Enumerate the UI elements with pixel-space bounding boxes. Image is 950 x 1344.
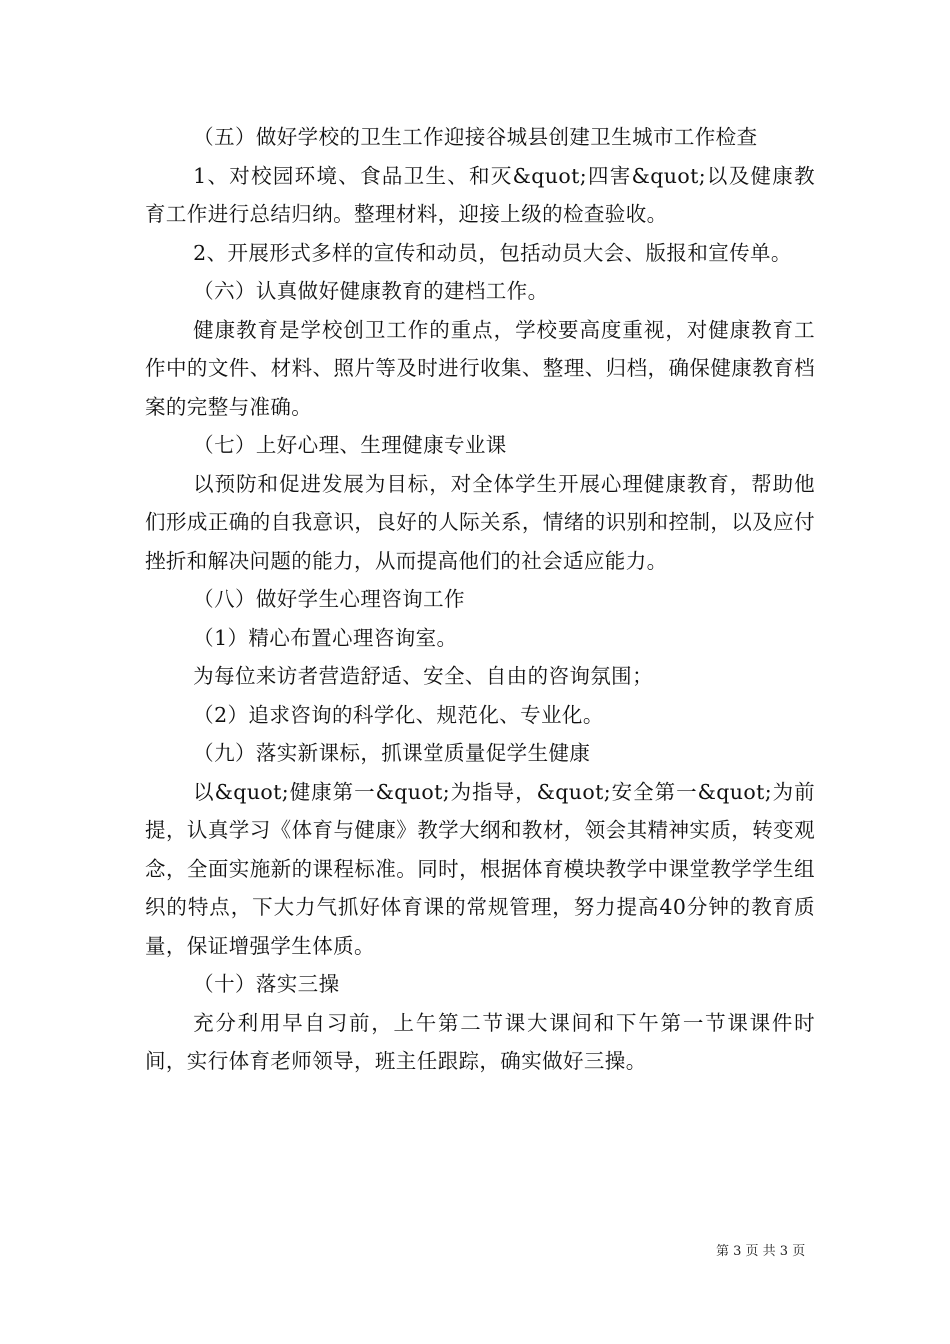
paragraph-7: 以预防和促进发展为目标，对全体学生开展心理健康教育，帮助他们形成正确的自我意识，良好的人际关系，情绪的识别和控制，以及应付挫折和解决问题的能力，从而提高他们的社会适应能力。 xyxy=(145,471,815,573)
paragraph-10: 充分利用早自习前，上午第二节课大课间和下午第一节课课件时间，实行体育老师领导，班主任跟踪，确实做好三操。 xyxy=(145,1010,815,1073)
section-heading-5: （五）做好学校的卫生工作迎接谷城县创建卫生城市工作检查 xyxy=(193,125,758,149)
paragraph-9: 以&quot;健康第一&quot;为指导，&quot;安全第一&quot;为前提，认真学习《体育与健康》教学大纲和教材，领会其精神实质，转变观念，全面实施新的课程标准。同时，根据体育模块教学中课堂教学学生组织的特点，下大力气抓好体育课的常规管理，努力提高40分钟的教育质量，保证增强学生体质。 xyxy=(145,779,815,958)
section-heading-8: （八）做好学生心理咨询工作 xyxy=(193,587,465,611)
paragraph-5-1: 1、对校园环境、食品卫生、和灭&quot;四害&quot;以及健康教育工作进行总结归纳。整理材料，迎接上级的检查验收。 xyxy=(145,163,815,226)
paragraph-8-1-detail: 为每位来访者营造舒适、安全、自由的咨询氛围； xyxy=(193,664,653,688)
section-heading-9: （九）落实新课标，抓课堂质量促学生健康 xyxy=(193,741,591,765)
paragraph-8-2: （2）追求咨询的科学化、规范化、专业化。 xyxy=(193,702,604,727)
paragraph-5-2: 2、开展形式多样的宣传和动员，包括动员大会、版报和宣传单。 xyxy=(193,240,792,265)
section-heading-7: （七）上好心理、生理健康专业课 xyxy=(193,433,507,457)
page-number-footer: 第 3 页 共 3 页 xyxy=(716,1244,806,1259)
section-heading-6: （六）认真做好健康教育的建档工作。 xyxy=(193,279,549,303)
paragraph-8-1: （1）精心布置心理咨询室。 xyxy=(193,625,458,650)
document-body xyxy=(145,118,815,1081)
paragraph-6: 健康教育是学校创卫工作的重点，学校要高度重视，对健康教育工作中的文件、材料、照片等及时进行收集、整理、归档，确保健康教育档案的完整与准确。 xyxy=(145,317,815,419)
section-heading-10: （十）落实三操 xyxy=(193,972,340,996)
